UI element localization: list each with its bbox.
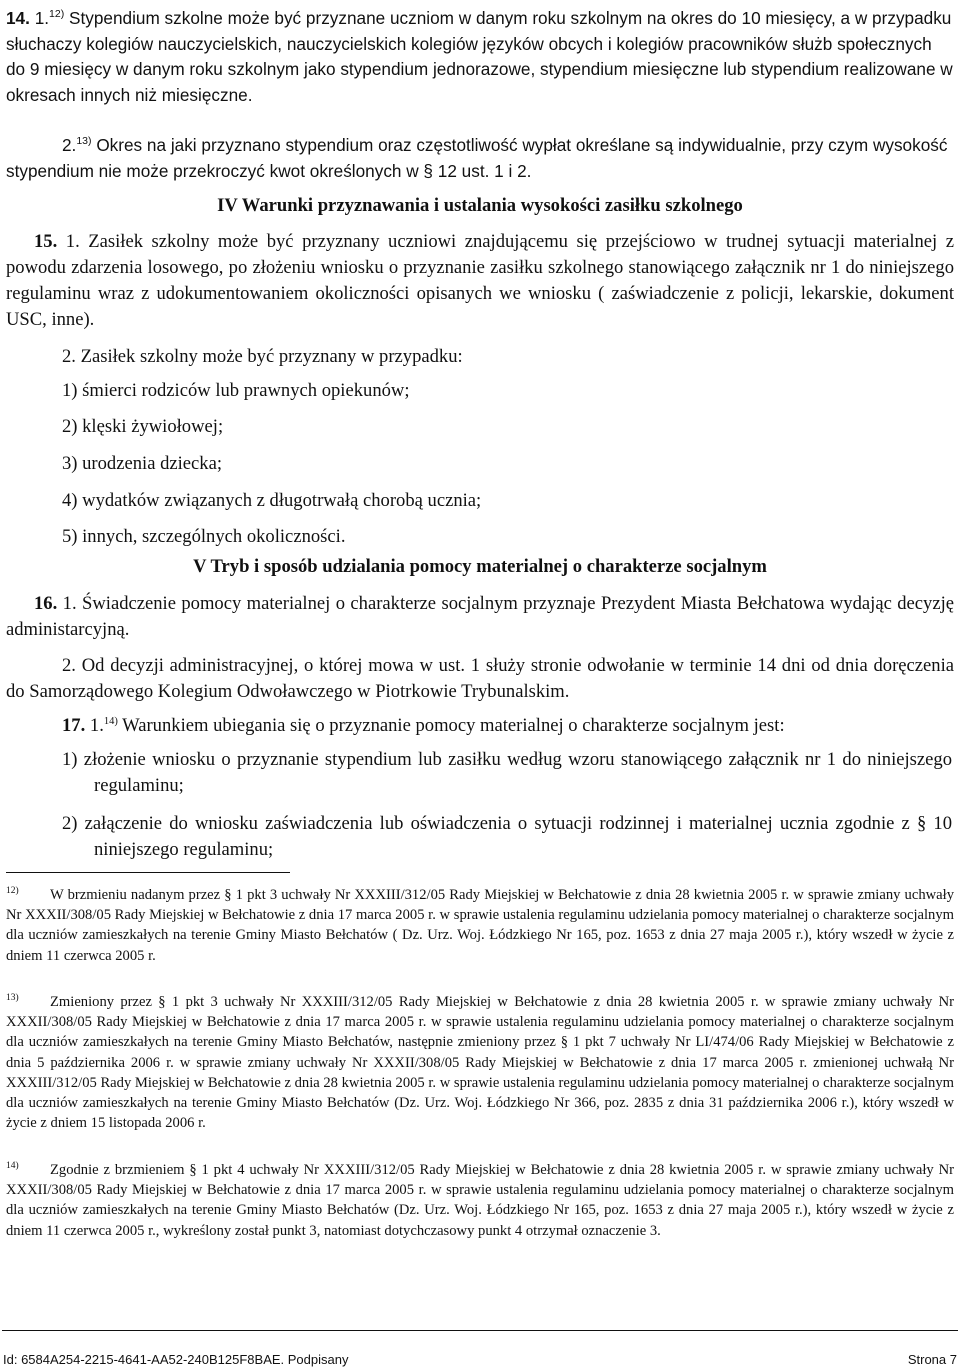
paragraph-15-1	[6, 229, 954, 333]
paragraph-15-2: 2. Zasiłek szkolny może być przyznany w przypadku:	[62, 346, 463, 367]
paragraph-number: 1.	[34, 8, 50, 28]
footer-separator	[2, 1330, 958, 1331]
paragraph-14-1	[6, 6, 954, 108]
list-item: 3) urodzenia dziecka;	[62, 453, 223, 474]
section-16-number: 16.	[34, 593, 58, 614]
footnote-ref-12[interactable]: 12)	[49, 8, 65, 20]
paragraph-14-2	[6, 133, 954, 184]
section-15-number: 15.	[34, 231, 58, 252]
paragraph-number: 2.	[62, 135, 77, 155]
section-5-heading: V Tryb i sposób udzialania pomocy materialnej o charakterze socjalnym	[193, 556, 767, 577]
list-item: 4) wydatków związanych z długotrwałą chorobą ucznia;	[62, 490, 482, 511]
footnote-ref-14[interactable]: 14)	[103, 716, 118, 727]
paragraph-text: Warunkiem ubiegania się o przyznanie pomocy materialnej o charakterze socjalnym jest:	[122, 715, 785, 736]
section-14-number: 14.	[6, 8, 30, 28]
paragraph-16-1	[6, 591, 954, 643]
page-number: Strona 7	[907, 1352, 957, 1367]
paragraph-text: Stypendium szkolne może być przyznane uczniom w danym roku szkolnym na okres do 10 miesięcy, a w przypadku słuchaczy kolegiów nauczycielskich, nauczycielskich kolegiów języków obcych i kolegiów pracowników służb społecznych do 9 miesięcy w danym roku szkolnym jako stypendium jednorazowe, stypendium miesięczne lub stypendium realizowane w okresach innych niż miesięczne.	[6, 8, 953, 105]
footnote-13: 13) Zmieniony przez § 1 pkt 3 uchwały Nr XXXIII/312/05 Rady Miejskiej w Bełchatowie z dnia 28 kwietnia 2005 r. w sprawie zmiany uchwały Nr XXXII/308/05 Rady Miejskiej w Bełchatowie z dnia 17 marca 2005 r. w sprawie ustalenia regulaminu udzielania pomocy materialnej o charakterze socjalnym dla uczniów zamieszkałych na terenie Gminy Miasto Bełchatów, następnie zmieniony przez § 1 pkt 7 uchwały Nr LI/474/06 Rady Miejskiej w Bełchatowie z dnia 5 października 2006 r. w sprawie zmiany uchwały Nr XXXII/308/05 Rady Miejskiej w Bełchatowie z dnia 17 marca 2005 r. zmienionej uchwałą Nr XXXIII/312/05 Rady Miejskiej w Bełchatowie z dnia 28 kwietnia 2005 r. w sprawie ustalenia regulaminu udzielania pomocy materialnej o charakterze socjalnym dla uczniów zamieszkałych na terenie Gminy Miasto Bełchatów (Dz. Urz. Woj. Łódzkiego Nr 366, poz. 2835 z dnia 31 października 2006 r.), który wszedł w życie z dniem 15 listopada 2006 r.	[6, 993, 954, 1132]
paragraph-text: 1. Świadczenie pomocy materialnej o charakterze socjalnym przyznaje Prezydent Miasta Bełchatowa wydając decyzję administarcyjną.	[6, 593, 954, 640]
paragraph-text: 2. Od decyzji administracyjnej, o której mowa w ust. 1 służy stronie odwołanie w terminie 14 dni od dnia doręczenia do Samorządowego Kolegium Odwoławczego w Piotrkowie Trybunalskim.	[6, 655, 954, 702]
footnote-text: Zgodnie z brzmieniem § 1 pkt 4 uchwały Nr XXXIII/312/05 Rady Miejskiej w Bełchatowie z dnia 28 kwietnia 2005 r. w sprawie zmiany uchwały Nr XXXII/308/05 Rady Miejskiej w Bełchatowie z dnia 17 marca 2005 r. w sprawie ustalenia regulaminu udzielania pomocy materialnej o charakterze socjalnym dla uczniów zamieszkałych na terenie Gminy Miasto Bełchatów (Dz. Urz. Woj. Łódzkiego Nr 165, poz. 1653 z dnia 27 maja 2005 r.), który wszedł w życie z dniem 11 czerwca 2005 r., wykreślony został punkt 3, natomiast dotychczasowy punkt 4 otrzymał oznaczenie 3.	[6, 1162, 954, 1239]
footnote-14: 14) Zgodnie z brzmieniem § 1 pkt 4 uchwały Nr XXXIII/312/05 Rady Miejskiej w Bełchatowie z dnia 28 kwietnia 2005 r. w sprawie zmiany uchwały Nr XXXII/308/05 Rady Miejskiej w Bełchatowie z dnia 17 marca 2005 r. w sprawie ustalenia regulaminu udzielania pomocy materialnej o charakterze socjalnym dla uczniów zamieszkałych na terenie Gminy Miasto Bełchatów (Dz. Urz. Woj. Łódzkiego Nr 165, poz. 1653 z dnia 27 maja 2005 r.), który wszedł w życie z dniem 11 czerwca 2005 r., wykreślony został punkt 3, natomiast dotychczasowy punkt 4 otrzymał oznaczenie 3.	[6, 1161, 954, 1239]
footnote-text: W brzmieniu nadanym przez § 1 pkt 3 uchwały Nr XXXIII/312/05 Rady Miejskiej w Bełchatowie z dnia 28 kwietnia 2005 r. w sprawie zmiany uchwały Nr XXXII/308/05 Rady Miejskiej w Bełchatowie z dnia 17 marca 2005 r. w sprawie ustalenia regulaminu udzielania pomocy materialnej o charakterze socjalnym dla uczniów zamieszkałych na terenie Gminy Miasto Bełchatów ( Dz. Urz. Woj. Łódzkiego Nr 165, poz. 1653 z dnia 27 maja 2005 r.), który wszedł w życie z dniem 11 czerwca 2005 r.	[6, 887, 954, 964]
list-item: 5) innych, szczególnych okoliczności.	[62, 526, 346, 547]
section-4-heading: IV Warunki przyznawania i ustalania wysokości zasiłku szkolnego	[217, 195, 743, 216]
paragraph-16-2	[6, 653, 954, 705]
paragraph-number: 1.	[89, 715, 104, 736]
paragraph-text: Okres na jaki przyznano stypendium oraz częstotliwość wypłat określane są indywidualnie, przy czym wysokość stypendium nie może przekroczyć kwot określonych w § 12 ust. 1 i 2.	[6, 135, 948, 181]
document-id: Id: 6584A254-2215-4641-AA52-240B125F8BAE. Podpisany	[3, 1352, 349, 1367]
paragraph-17-1	[62, 713, 952, 739]
footnote-12: 12) W brzmieniu nadanym przez § 1 pkt 3 uchwały Nr XXXIII/312/05 Rady Miejskiej w Bełchatowie z dnia 28 kwietnia 2005 r. w sprawie zmiany uchwały Nr XXXII/308/05 Rady Miejskiej w Bełchatowie z dnia 17 marca 2005 r. w sprawie ustalenia regulaminu udzielania pomocy materialnej o charakterze socjalnym dla uczniów zamieszkałych na terenie Gminy Miasto Bełchatów ( Dz. Urz. Woj. Łódzkiego Nr 165, poz. 1653 z dnia 27 maja 2005 r.), który wszedł w życie z dniem 11 czerwca 2005 r.	[6, 886, 954, 964]
list-item: 2) klęski żywiołowej;	[62, 416, 224, 437]
list-item: 1) śmierci rodziców lub prawnych opiekunów;	[62, 380, 410, 401]
page-footer	[3, 1352, 957, 1367]
footnote-ref-13[interactable]: 13)	[76, 135, 92, 147]
list-item: 1) złożenie wniosku o przyznanie stypendium lub zasiłku według wzoru stanowiącego załącznik nr 1 do niniejszego regulaminu;	[62, 749, 952, 796]
list-item: 2) załączenie do wniosku zaświadczenia lub oświadczenia o sytuacji rodzinnej i materialnej ucznia zgodnie z § 10 niniejszego regulaminu;	[62, 813, 952, 860]
section-17-number: 17.	[62, 715, 86, 736]
footnote-separator	[6, 872, 290, 873]
footnote-text: Zmieniony przez § 1 pkt 3 uchwały Nr XXXIII/312/05 Rady Miejskiej w Bełchatowie z dnia 28 kwietnia 2005 r. w sprawie zmiany uchwały Nr XXXII/308/05 Rady Miejskiej w Bełchatowie z dnia 17 marca 2005 r. w sprawie ustalenia regulaminu udzielania pomocy materialnej o charakterze socjalnym dla uczniów zamieszkałych na terenie Gminy Miasto Bełchatów, następnie zmieniony przez § 1 pkt 7 uchwały Nr LI/474/06 Rady Miejskiej w Bełchatowie z dnia 5 października 2006 r. w sprawie zmiany uchwały Nr XXXII/308/05 Rady Miejskiej w Bełchatowie z dnia 17 marca 2005 r. zmienionej uchwałą Nr XXXIII/312/05 Rady Miejskiej w Bełchatowie z dnia 28 kwietnia 2005 r. w sprawie ustalenia regulaminu udzielania pomocy materialnej o charakterze socjalnym dla uczniów zamieszkałych na terenie Gminy Miasto Bełchatów (Dz. Urz. Woj. Łódzkiego Nr 366, poz. 2835 z dnia 31 października 2006 r.), który wszedł w życie z dniem 15 listopada 2006 r.	[6, 994, 954, 1132]
paragraph-text: 1. Zasiłek szkolny może być przyznany uczniowi znajdującemu się przejściowo w trudnej sytuacji materialnej z powodu zdarzenia losowego, po złożeniu wniosku o przyznanie zasiłku szkolnego stanowiącego załącznik nr 1 do niniejszego regulaminu wraz z udokumentowaniem okoliczności opisanych we wniosku ( zaświadczenie z policji, lekarskie, dokument USC, inne).	[6, 231, 955, 330]
